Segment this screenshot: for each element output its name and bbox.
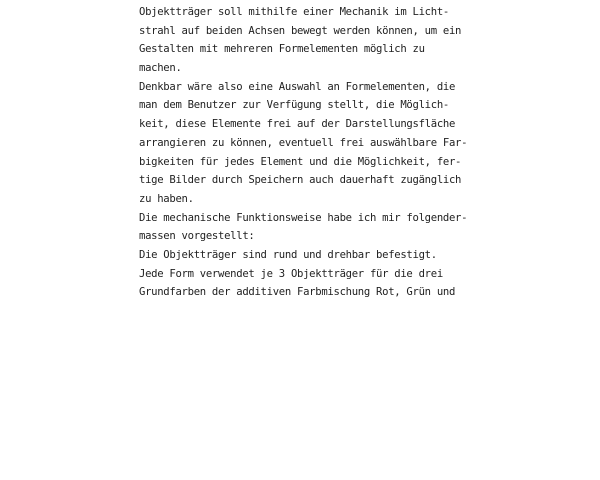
text-line: keit, diese Elemente frei auf der Darstellungsfläche [139, 118, 456, 131]
text-line: tige Bilder durch Speichern auch dauerhaft zugänglich [139, 174, 462, 187]
text-line: machen. [139, 62, 182, 75]
text-line: zu haben. [139, 192, 194, 205]
text-line: Die mechanische Funktionsweise habe ich mir folgender- [139, 211, 468, 224]
text-line: Gestalten mit mehreren Formelementen möglich zu [139, 43, 425, 56]
text-line: strahl auf beiden Achsen bewegt werden können, um ein [139, 24, 462, 37]
body-text [139, 3, 594, 302]
text-line: man dem Benutzer zur Verfügung stellt, die Möglich- [139, 99, 449, 112]
text-line: Denkbar wäre also eine Auswahl an Formelementen, die [139, 80, 456, 93]
text-line: Jede Form verwendet je 3 Objektträger für die drei [139, 267, 443, 280]
text-line: Objektträger soll mithilfe einer Mechanik im Licht- [139, 6, 449, 18]
text-line: massen vorgestellt: [139, 230, 255, 243]
text-line: Grundfarben der additiven Farbmischung Rot, Grün und [139, 286, 456, 299]
text-line: Die Objektträger sind rund und drehbar befestigt. [139, 248, 437, 261]
text-line: bigkeiten für jedes Element und die Möglichkeit, fer- [139, 155, 462, 168]
text-line: arrangieren zu können, eventuell frei auswählbare Far- [139, 136, 468, 149]
